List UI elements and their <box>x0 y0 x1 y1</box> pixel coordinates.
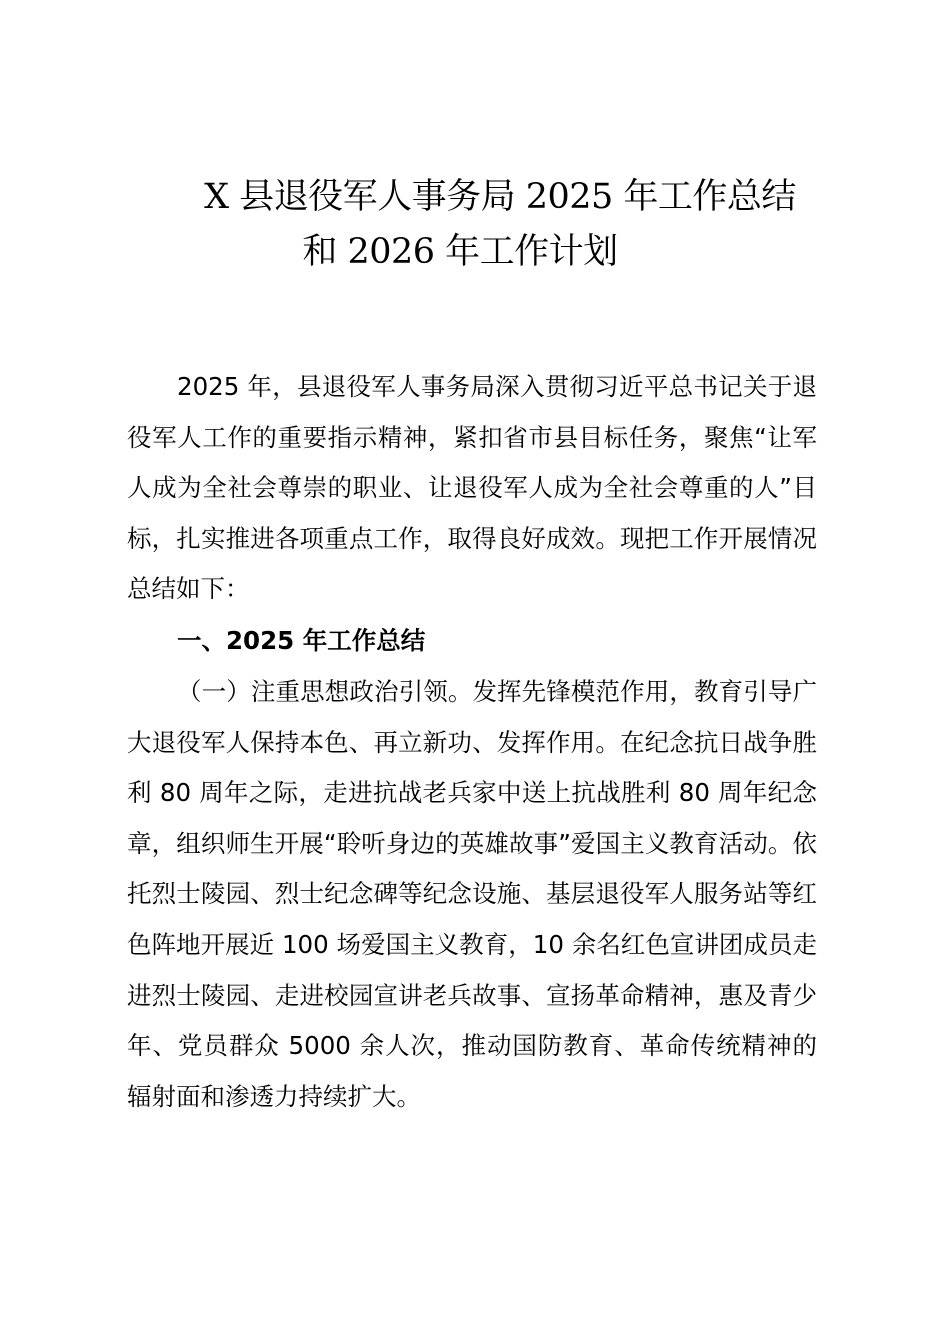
document-title <box>120 170 830 280</box>
title-line-2: 和 2026 年工作计划 <box>302 232 618 272</box>
title-line-1: X 县退役军人事务局 2025 年工作总结 <box>204 177 796 217</box>
intro-paragraph: 2025 年，县退役军人事务局深入贯彻习近平总书记关于退役军人工作的重要指示精神，紧扣省市县目标任务，聚焦“让军人成为全社会尊崇的职业、让退役军人成为全社会尊重的人”目标，扎实推进各项重点工作，取得良好成效。现把工作开展情况总结如下： <box>127 372 817 604</box>
subsection-paragraph: （一）注重思想政治引领。发挥先锋模范作用，教育引导广大退役军人保持本色、再立新功、发挥作用。在纪念抗日战争胜利 80 周年之际，走进抗战老兵家中送上抗战胜利 80 周年纪念章，组织师生开展“聆听身边的英雄故事”爱国主义教育活动。依托烈士陵园、烈士纪念碑等纪念设施、基层退役军人服务站等红色阵地开展近 100 场爱国主义教育，10 余名红色宣讲团成员走进烈士陵园、走进校园宣讲老兵故事、宣扬革命精神，惠及青少年、党员群众 5000 余人次，推动国防教育、革命传统精神的辐射面和渗透力持续扩大。 <box>127 676 817 1111</box>
section-heading: 一、2025 年工作总结 <box>177 625 426 655</box>
document-body <box>127 362 817 1122</box>
